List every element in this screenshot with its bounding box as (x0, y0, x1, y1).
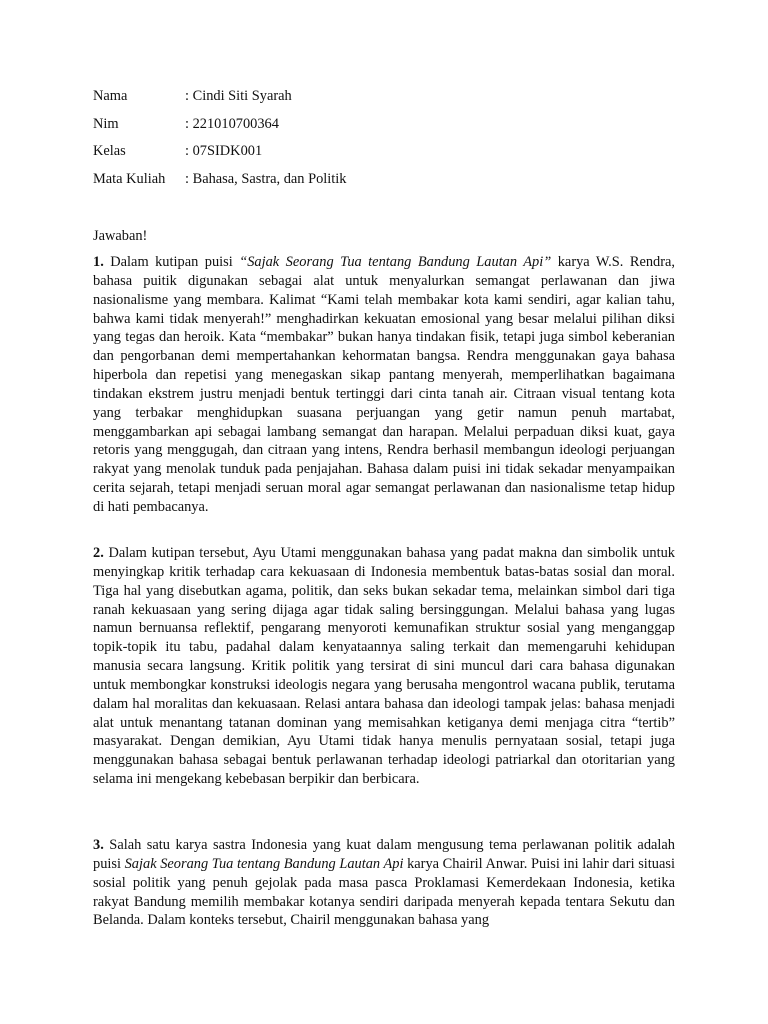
info-row-kelas (93, 141, 693, 169)
answer-body: karya Chairil Anwar. Puisi ini lahir dari situasi sosial politik yang penuh gejolak pada masa pasca Proklamasi Kemerdekaan Indonesia, ketika rakyat Bandung memilih membakar kotanya sendiri daripada menyerah kepada tentara Sekutu dan Belanda. Dalam konteks tersebut, Chairil menggunakan bahasa yang (93, 855, 675, 929)
answer-paragraph-3 (93, 836, 675, 930)
answer-body: karya W.S. Rendra, bahasa puitik digunakan sebagai alat untuk menyalurkan semangat perlawanan dan jiwa nasionalisme yang membara. Kalimat “Kami telah membakar kota kami sendiri, agar kalian tahu, bahwa kami tidak menyerah!” menghadirkan kekuatan emosional yang besar melalui pilihan diksi yang tegas dan heroik. Kata “membakar” bukan hanya tindakan fisik, tetapi juga simbol keberanian dan pengorbanan demi mempertahankan kehormatan bangsa. Rendra menggunakan gaya bahasa hiperbola dan repetisi yang menegaskan sikap pantang menyerah, memperlihatkan bagaimana tindakan ekstrem justru menjadi bentuk tertinggi dari cinta tanah air. Citraan visual tentang kota yang terbakar menghidupkan suasana perjuangan yang getir namun penuh martabat, menggambarkan api sebagai lambang semangat dan harapan. Melalui perpaduan diksi kuat, gaya retoris yang menggugah, dan citraan yang intens, Rendra berhasil membangun ideologi perjuangan rakyat yang menolak tunduk pada penjajahan. Bahasa dalam puisi ini tidak sekadar menyampaikan cerita sejarah, tetapi menjadi seruan moral agar semangat perlawanan dan nasionalisme tetap hidup di hati pembacanya. (93, 254, 676, 515)
answer-heading: Jawaban! (93, 228, 148, 244)
info-label: Mata Kuliah (93, 170, 166, 187)
answer-number: 2. (93, 545, 104, 561)
poem-title: “Sajak Seorang Tua tentang Bandung Lautan Api” (239, 254, 552, 270)
answer-paragraph-2 (93, 544, 675, 789)
info-value: : Cindi Siti Syarah (185, 88, 292, 104)
info-label: Nim (93, 115, 119, 132)
answer-intro: Salah satu karya sastra Indonesia yang kuat dalam mengusung tema perlawanan politik adalah puisi (93, 837, 675, 872)
info-value: : 221010700364 (185, 115, 279, 132)
answer-number: 3. (93, 837, 104, 853)
info-value: : 07SIDK001 (185, 143, 263, 160)
info-label: Kelas (93, 143, 126, 160)
answer-body: Dalam kutipan tersebut, Ayu Utami menggunakan bahasa yang padat makna dan simbolik untuk menyingkap kritik terhadap cara kekuasaan di Indonesia membentuk batas-batas sosial dan moral. Tiga hal yang disebutkan agama, politik, dan seks bukan sekadar tema, melainkan simbol dari tiga ranah kekuasaan yang sering dijaga agar tidak saling bersinggungan. Melalui bahasa yang lugas namun bernuansa reflektif, pengarang menyoroti kemunafikan struktur sosial yang menganggap topik-topik itu tabu, padahal dalam kenyataannya saling terkait dan memengaruhi kehidupan manusia secara langsung. Kritik politik yang tersirat di sini muncul dari cara bahasa digunakan untuk membongkar konstruksi ideologis negara yang berusaha mengontrol wacana publik, terutama dalam hal moralitas dan kekuasaan. Relasi antara bahasa dan ideologi tampak jelas: bahasa menjadi alat untuk menantang tatanan dominan yang memisahkan ketiganya demi menjaga citra “tertib” masyarakat. Dengan demikian, Ayu Utami tidak hanya menulis pernyataan sosial, tetapi juga menggunakan bahasa sebagai bentuk perlawanan terhadap ideologi patriarkal dan otoritarian yang selama ini mengekang kebebasan berpikir dan berbicara. (93, 545, 675, 788)
info-label: Nama (93, 88, 128, 104)
info-row-nama (93, 86, 693, 114)
answer-paragraph-1 (93, 253, 675, 517)
answer-intro: Dalam kutipan puisi (103, 254, 240, 270)
info-row-nim (93, 114, 693, 142)
poem-title: Sajak Seorang Tua tentang Bandung Lautan Api (124, 855, 404, 872)
info-value: : Bahasa, Sastra, dan Politik (185, 170, 347, 187)
info-row-mata-kuliah (93, 169, 693, 197)
student-info (93, 86, 693, 196)
answer-number: 1. (93, 254, 104, 270)
